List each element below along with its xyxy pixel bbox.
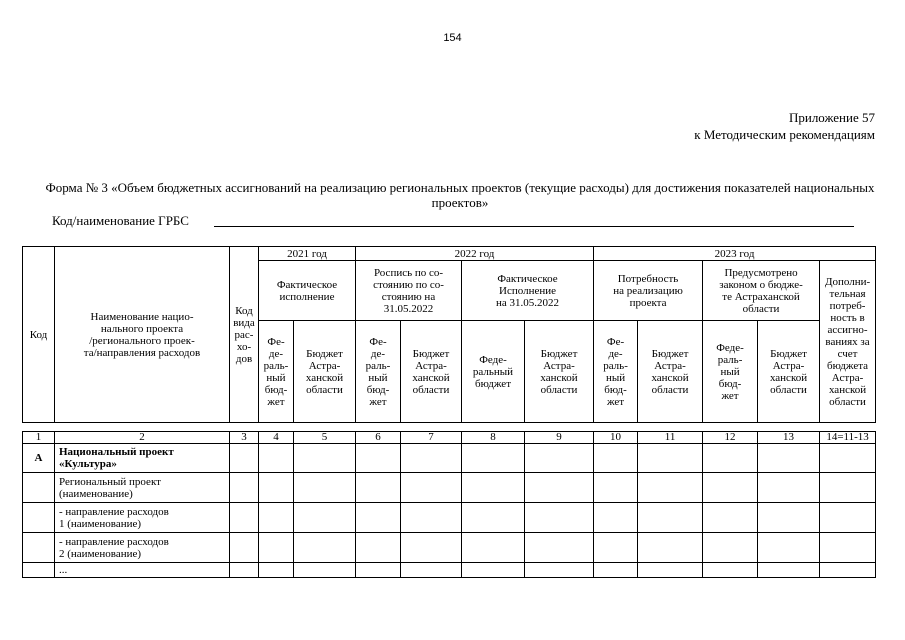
column-number-1: 1 xyxy=(23,432,55,444)
row-cell-6 xyxy=(356,533,401,563)
row-cell-7 xyxy=(401,533,462,563)
grbs-fill-line xyxy=(214,226,854,227)
row-cell-14 xyxy=(820,444,876,473)
row-code xyxy=(23,473,55,503)
column-number-12: 12 xyxy=(703,432,758,444)
page-number: 154 xyxy=(443,32,462,44)
row-cell-11 xyxy=(638,563,703,578)
row-cell-5 xyxy=(294,503,356,533)
table-row xyxy=(23,444,876,473)
row-cell-14 xyxy=(820,563,876,578)
row-name: - направление расходов 2 (наименование) xyxy=(55,533,230,563)
header-name: Наименование нацио- нального проекта /регионального проек- та/направления расходов xyxy=(55,247,230,423)
column-number-row xyxy=(23,432,876,444)
table-row xyxy=(23,533,876,563)
header-law-2023: Предусмотрено законом о бюдже- те Астраханской области xyxy=(703,261,820,321)
header-col-13: Бюджет Астра- ханской области xyxy=(758,321,820,423)
row-cell-13 xyxy=(758,503,820,533)
column-number-7: 7 xyxy=(401,432,462,444)
row-cell-5 xyxy=(294,533,356,563)
table-row xyxy=(23,503,876,533)
row-cell-11 xyxy=(638,503,703,533)
row-cell-6 xyxy=(356,444,401,473)
header-col-5: Бюджет Астра- ханской области xyxy=(294,321,356,423)
header-kod-vida: Код вида рас- хо- дов xyxy=(230,247,259,423)
row-cell-10 xyxy=(594,444,638,473)
row-cell-7 xyxy=(401,444,462,473)
row-cell-9 xyxy=(525,503,594,533)
row-cell-5 xyxy=(294,563,356,578)
header-need-2023: Потребность на реализацию проекта xyxy=(594,261,703,321)
row-code: А xyxy=(23,444,55,473)
header-kod: Код xyxy=(23,247,55,423)
row-cell-7 xyxy=(401,563,462,578)
row-cell-4 xyxy=(259,473,294,503)
row-cell-13 xyxy=(758,563,820,578)
row-cell-3 xyxy=(230,503,259,533)
row-cell-11 xyxy=(638,533,703,563)
row-cell-3 xyxy=(230,533,259,563)
form-title: Форма № 3 «Объем бюджетных ассигнований на реализацию региональных проектов (текущие расходы) для достижения показателей национальных проектов» xyxy=(45,180,875,210)
header-col-7: Бюджет Астра- ханской области xyxy=(401,321,462,423)
row-cell-5 xyxy=(294,473,356,503)
row-code xyxy=(23,503,55,533)
column-number-11: 11 xyxy=(638,432,703,444)
row-cell-3 xyxy=(230,563,259,578)
row-cell-3 xyxy=(230,473,259,503)
row-cell-10 xyxy=(594,503,638,533)
header-gap-row xyxy=(23,423,876,432)
column-number-4: 4 xyxy=(259,432,294,444)
row-cell-4 xyxy=(259,563,294,578)
header-extra-2023: Дополни- тельная потреб- ность в ассигно- ваниях за счет бюджета Астра- ханской области xyxy=(820,261,876,423)
row-cell-8 xyxy=(462,503,525,533)
row-cell-9 xyxy=(525,533,594,563)
header-fact-2022: Фактическое Исполнение на 31.05.2022 xyxy=(462,261,594,321)
table-body xyxy=(23,444,876,578)
appendix-reference: к Методическим рекомендациям xyxy=(694,127,875,142)
row-name: - направление расходов 1 (наименование) xyxy=(55,503,230,533)
row-cell-13 xyxy=(758,533,820,563)
row-cell-9 xyxy=(525,473,594,503)
row-cell-5 xyxy=(294,444,356,473)
header-col-11: Бюджет Астра- ханской области xyxy=(638,321,703,423)
row-cell-12 xyxy=(703,473,758,503)
row-cell-11 xyxy=(638,473,703,503)
row-cell-12 xyxy=(703,503,758,533)
column-number-2: 2 xyxy=(55,432,230,444)
row-cell-14 xyxy=(820,533,876,563)
row-cell-7 xyxy=(401,473,462,503)
row-cell-12 xyxy=(703,563,758,578)
row-cell-11 xyxy=(638,444,703,473)
header-col-12: Феде- раль- ный бюд- жет xyxy=(703,321,758,423)
row-name: ... xyxy=(55,563,230,578)
row-cell-12 xyxy=(703,533,758,563)
header-col-10: Фе- де- раль- ный бюд- жет xyxy=(594,321,638,423)
row-code xyxy=(23,533,55,563)
header-col-6: Фе- де- раль- ный бюд- жет xyxy=(356,321,401,423)
column-number-14: 14=11-13 xyxy=(820,432,876,444)
table-row xyxy=(23,473,876,503)
row-name: Региональный проект (наименование) xyxy=(55,473,230,503)
row-cell-8 xyxy=(462,444,525,473)
header-col-9: Бюджет Астра- ханской области xyxy=(525,321,594,423)
row-cell-6 xyxy=(356,563,401,578)
row-cell-13 xyxy=(758,444,820,473)
row-name: Национальный проект «Культура» xyxy=(55,444,230,473)
budget-table xyxy=(22,246,876,578)
grbs-label: Код/наименование ГРБС xyxy=(52,213,189,228)
row-cell-3 xyxy=(230,444,259,473)
row-cell-6 xyxy=(356,473,401,503)
row-cell-8 xyxy=(462,533,525,563)
row-cell-10 xyxy=(594,563,638,578)
row-cell-4 xyxy=(259,444,294,473)
appendix-label: Приложение 57 xyxy=(788,110,875,125)
row-cell-4 xyxy=(259,503,294,533)
row-cell-13 xyxy=(758,473,820,503)
column-number-5: 5 xyxy=(294,432,356,444)
header-fact-2021: Фактическое исполнение xyxy=(259,261,356,321)
row-cell-9 xyxy=(525,444,594,473)
row-cell-14 xyxy=(820,503,876,533)
header-rospis-2022: Роспись по со- стоянию по со- стоянию на 31.05.2022 xyxy=(356,261,462,321)
row-cell-6 xyxy=(356,503,401,533)
column-number-9: 9 xyxy=(525,432,594,444)
column-number-3: 3 xyxy=(230,432,259,444)
row-code xyxy=(23,563,55,578)
header-year-2022: 2022 год xyxy=(356,247,594,261)
header-row-years xyxy=(23,247,876,261)
column-number-6: 6 xyxy=(356,432,401,444)
column-number-8: 8 xyxy=(462,432,525,444)
row-cell-10 xyxy=(594,473,638,503)
row-cell-14 xyxy=(820,473,876,503)
row-cell-10 xyxy=(594,533,638,563)
row-cell-8 xyxy=(462,563,525,578)
row-cell-12 xyxy=(703,444,758,473)
header-year-2021: 2021 год xyxy=(259,247,356,261)
row-cell-7 xyxy=(401,503,462,533)
row-cell-8 xyxy=(462,473,525,503)
column-number-10: 10 xyxy=(594,432,638,444)
column-number-13: 13 xyxy=(758,432,820,444)
table-row xyxy=(23,563,876,578)
header-col-4: Фе- де- раль- ный бюд- жет xyxy=(259,321,294,423)
row-cell-9 xyxy=(525,563,594,578)
row-cell-4 xyxy=(259,533,294,563)
header-col-8: Феде- ральный бюджет xyxy=(462,321,525,423)
header-year-2023: 2023 год xyxy=(594,247,876,261)
